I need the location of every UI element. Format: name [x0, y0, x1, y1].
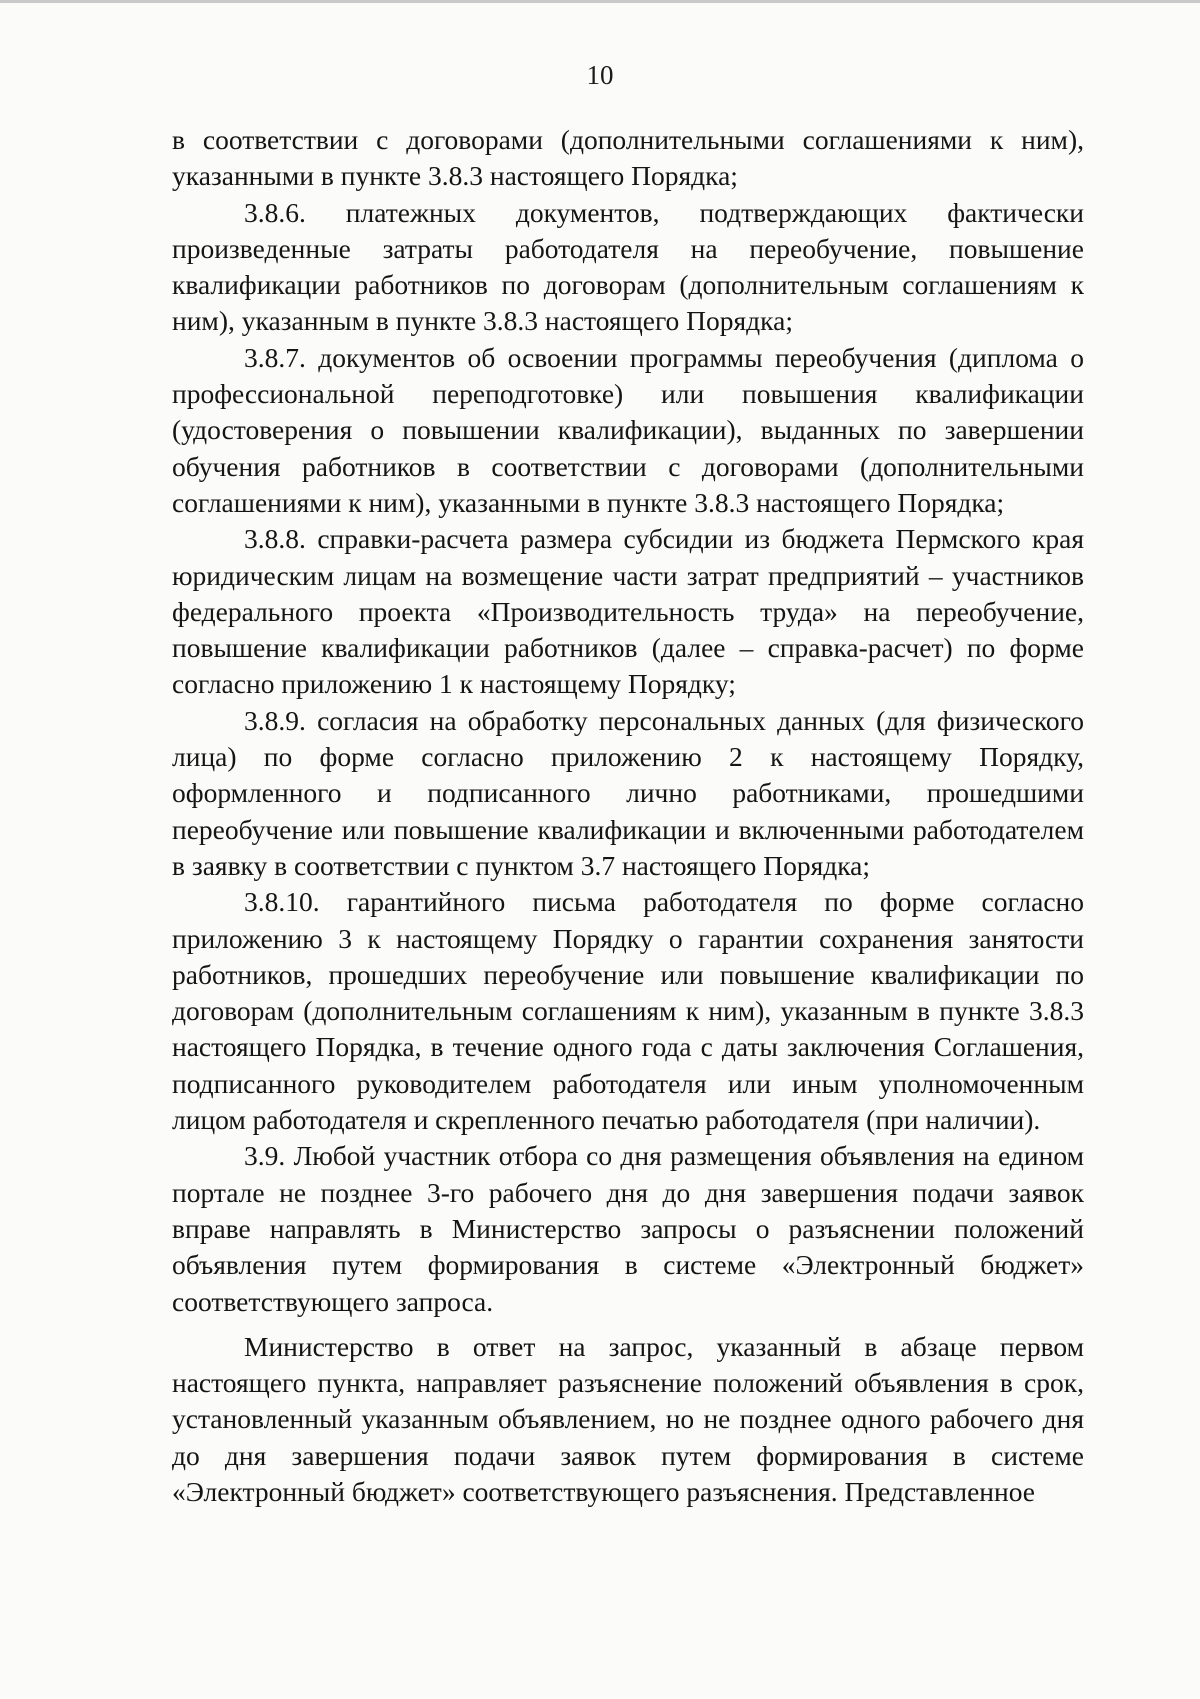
- paragraph-3-9: 3.9. Любой участник отбора со дня размещения объявления на едином портале не позднее 3-го рабочего дня до дня завершения подачи заявок вправе направлять в Министерство запросы о разъяснении положений объявления путем формирования в системе «Электронный бюджет» соответствующего запроса.: [172, 1140, 1084, 1317]
- paragraph-3-8-6: 3.8.6. платежных документов, подтверждающих фактически произведенные затраты работодателя на переобучение, повышение квалификации работников по договорам (дополнительным соглашениям к ним), указанным в пункте 3.8.3 настоящего Порядка;: [172, 196, 1084, 337]
- paragraph-3-8-8: 3.8.8. справки-расчета размера субсидии из бюджета Пермского края юридическим лицам на возмещение части затрат предприятий – участников федерального проекта «Производительность труда» на переобучение, повышение квалификации работников (далее – справка-расчет) по форме согласно приложению 1 к настоящему Порядку;: [172, 523, 1084, 700]
- paragraph-3-8-7: 3.8.7. документов об освоении программы переобучения (диплома о профессиональной переподготовке) или повышения квалификации (удостоверения о повышении квалификации), выданных по завершении обучения работников в соответствии с договорами (дополнительными соглашениями к ним), указанными в пункте 3.8.3 настоящего Порядка;: [172, 341, 1084, 518]
- paragraph-3-8-9: 3.8.9. согласия на обработку персональных данных (для физического лица) по форме согласно приложению 2 к настоящему Порядку, оформленного и подписанного лично работниками, прошедшими переобучение или повышение квалификации и включенными работодателем в заявку в соответствии с пунктом 3.7 настоящего Порядка;: [172, 704, 1084, 881]
- paragraph-3-8-10: 3.8.10. гарантийного письма работодателя по форме согласно приложению 3 к настоящему Порядку о гарантии сохранения занятости работников, прошедших переобучение или повышение квалификации по договорам (дополнительным соглашениям к ним), указанным в пункте 3.8.3 настоящего Порядка, в течение одного года с даты заключения Соглашения, подписанного руководителем работодателя или иным уполномоченным лицом работодателя и скрепленного печатью работодателя (при наличии).: [172, 886, 1084, 1136]
- paragraph-3-9-response: Министерство в ответ на запрос, указанный в абзаце первом настоящего пункта, направляет разъяснение положений объявления в срок, установленный указанным объявлением, но не позднее одного рабочего дня до дня завершения подачи заявок путем формирования в системе «Электронный бюджет» соответствующего разъяснения. Представленное: [172, 1330, 1084, 1507]
- document-body: [172, 122, 1084, 1510]
- paragraph-continuation: в соответствии с договорами (дополнительными соглашениями к ним), указанными в пункте 3.8.3 настоящего Порядка;: [172, 124, 1084, 192]
- scan-top-edge: [0, 0, 1200, 3]
- page-number: 10: [586, 60, 614, 90]
